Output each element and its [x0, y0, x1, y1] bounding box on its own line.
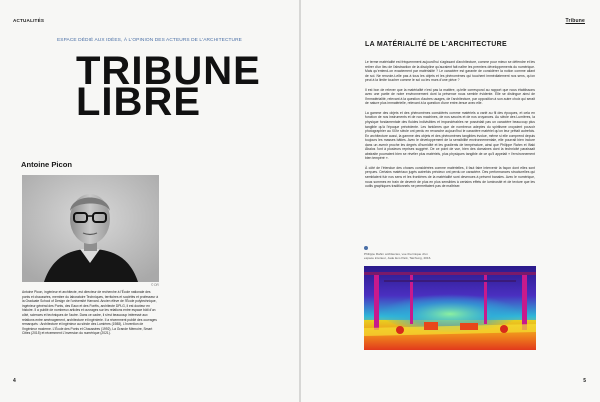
- title-line-1: TRIBUNE: [76, 49, 261, 93]
- section-label-left: ACTUALITÉS: [13, 18, 45, 23]
- article-paragraph: Le terme matérialité est fréquemment aujourd'hui s'agissant d'architecture, comme pour mieux se défendre et les retirer d'un lieu de l'abstraction de la discipline qu'auraient fait naître les premiers développements du numérique. Mais qu'entend-on exactement par matérialité ? Le caractère est garante de considérer la notion comme allant de soi. Ne renvoie-t-elle pas à tous les objets et les phénomènes qui touchent immédiatement nos sens, qu'on peut à la limite toucher comme le sol ou les murs d'une pièce ?: [365, 60, 535, 83]
- tagline: ESPACE DÉDIÉ AUX IDÉES, À L'OPINION DES ACTEURS DE L'ARCHITECTURE: [57, 38, 242, 43]
- portrait-illustration: [22, 175, 159, 282]
- article-body: [365, 60, 535, 194]
- section-label-right: Tribune: [565, 18, 585, 24]
- caption-bullet-icon: [364, 246, 368, 250]
- article-paragraph: Il est bon de relever que la matérialité n'est pas la matière, qu'elle correspond au rapport que nous établissons avec une partie de notre environnement dont la présence nous semble évidente. Elle se distingue ainsi de l'immatérialité, relevant à la question d'autres usages, de l'architecture, par opposition à son autre choix qui serait de nature plus immatérielle, relevant à la question d'une entre-tenue avec elle.: [365, 87, 535, 106]
- author-portrait: [22, 175, 159, 282]
- image-caption: [364, 246, 434, 261]
- page-number-right: 5: [583, 378, 586, 384]
- article-title: LA MATÉRIALITÉ DE L'ARCHITECTURE: [365, 41, 507, 48]
- left-page: [0, 0, 299, 402]
- article-paragraph: À côté de l'étendue des choses considérées comme matérielles, il faut faire intervenir la façon dont elles sont perçues. Certains matériaux jugés autrefois précieux ont perdu ce caractère. Des performances structurelles qui semblaient fuir nos sens et les frontières de la matérialité sont devenues à présent banales. Avec le numérique, nous sommes en train de devenir de plus en plus sensibles à certains effets de luminosité et de texture que les outils graphiques traditionnels ne permettaient pas de maîtriser.: [365, 165, 535, 189]
- photo-credit: © DR: [151, 283, 159, 287]
- caption-text: Philippe Rahm architectes, vue thermique d'un espace intérieur, Jade Eco Park, Taichung, 2016.: [364, 252, 432, 260]
- title-line-2: LIBRE: [76, 80, 201, 124]
- author-bio: Antoine Picon, ingénieur et architecte, est directeur de recherche à l'École nationale des ponts et chaussées, membre du laboratoire Techniques, territoires et sociétés et professeur à la Graduate School of Design de l'université Harvard. Ancien élève de l'École polytechnique, ingénieur général des Ponts, des Eaux et des Forêts, architecte DPLG, il est docteur en histoire. Il a publié de nombreux articles et ouvrages sur les relations entre espace bâti d'un côté, sciences et techniques de l'autre. Dans ce cadre, il s'est beaucoup intéressé aux relations entre aménagement, architecture et ingénierie. Il a récemment publié des ouvrages remarqués : Architecture et ingénieur au siècle des Lumières (1988), L'invention de l'ingénieur moderne. L'École des Ponts et Chaussées (1992), La Grande Mémoire, Smart Cities (2015) et récemment L'inversion du numérique (2021).: [22, 290, 159, 336]
- thermal-illustration: [364, 266, 536, 350]
- thermal-image: [364, 266, 536, 350]
- article-paragraph: La gamme des objets et des phénomènes considérés comme matériels a varié au fil des époques, et cela en fonction de nos instruments et de nos machines, de nos savoirs et de nos croyances. Au siècle des Lumières, la physique fondamentale des fluides indivisibles et impondérables ne possédait pas un caractère beaucoup plus tangible qu'à l'époque précédente. Les fantômes que de nombreux adeptes du spiritisme croyaient pouvoir photographier au XIXe siècle ont perdu en revanche aujourd'hui le caractère matériel qu'on leur prêtait autrefois. En architecture aussi, la gamme des objets et des phénomènes tangibles évolue, même si elle comprend depuis toujours les masses bâties. Avec le développement de la sensibilité environnementale, elle pourrait bien inclure dans un avenir proche les degrés d'humidité et les gradients de température, ainsi que Philippe Rahm et Iñaki Ábalos l'ont à plusieurs reprises suggéré. De ce point de vue, bien des domaines dont la technicité paraissait abstraite pourraient bien se révéler plus matériels, plus physiques tangible de ce qu'il appelait « l'environnement bien tempéré ».: [365, 110, 535, 161]
- page-title: [76, 49, 261, 124]
- author-name: Antoine Picon: [21, 160, 73, 169]
- page-number-left: 4: [13, 378, 16, 384]
